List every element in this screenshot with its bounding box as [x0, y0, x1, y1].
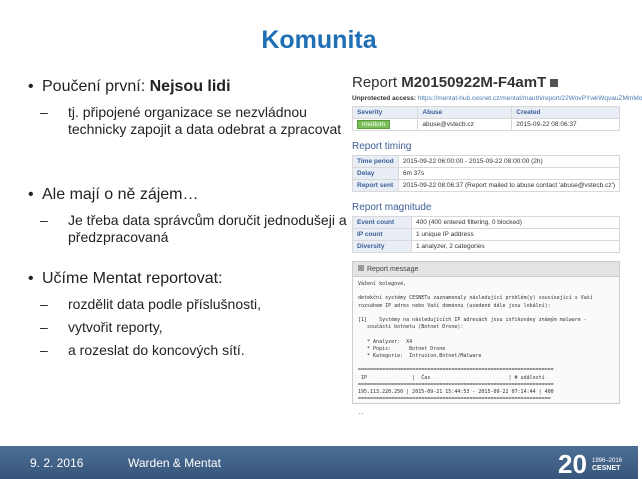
- bullet-3-sub-3-text: a rozeslat do koncových sítí.: [68, 342, 245, 358]
- footer-date: 9. 2. 2016: [30, 456, 84, 470]
- table-row: Report sent 2015-09-22 08:06:37 (Report mailed to abuse contact 'abuse@vstecb.cz'): [353, 180, 620, 192]
- bullet-2-text: Ale mají o ně zájem…: [42, 186, 199, 203]
- report-screenshot: [352, 74, 642, 426]
- column-header: Created: [512, 107, 620, 119]
- bullet-dot: •: [28, 78, 34, 95]
- report-message-header[interactable]: Report message: [353, 262, 619, 277]
- bullet-3: • Učíme Mentat reportovat:: [28, 270, 223, 287]
- logo-cesnet: CESNET: [592, 465, 621, 472]
- collapse-icon: [358, 265, 364, 271]
- table-row: Diversity 1 analyzer, 2 categories: [353, 241, 620, 253]
- magnitude-title: Report magnitude: [352, 202, 432, 213]
- table-row: Time period 2015-09-22 06:00:00 - 2015-09-22 08:00:00 (2h): [353, 156, 620, 168]
- slide-title: Komunita: [261, 26, 377, 54]
- severity-badge: medium: [357, 120, 390, 129]
- bullet-1: [28, 78, 231, 96]
- report-message-body: Vážení kolegové, detekční systémy CESNETu zaznamenaly následující problém(y) související s Vaší rozsahem IP adres nebo Vaší doménou (uvedené dále jsou lokální): [1] Systémy na následujících IP adresách jsou infikovány známým malware - součástí botnetu (Botnet Drone): * Analyzer: X4 * Popis: Botnet Drone * Kategorie: Intrusion.Botnet/Malware ================================================================= IP | Čas | # událostí ================================================================= 195.113.220.250 | 2015-09-21 15:44:53 - 2015-09-22 07:14:44 | 400 ================================================================ --: [358, 281, 593, 417]
- cesnet-20-logo: [558, 449, 626, 477]
- table-row: Event count 400 (400 entered filtering, 0 blocked): [353, 217, 620, 229]
- bullet-2: • Ale mají o ně zájem…: [28, 186, 199, 203]
- bullet-3-text: Učíme Mentat reportovat:: [42, 270, 223, 287]
- unprotected-access: Unprotected access: https://mentat-hub.cesnet.cz/mentat/mauth/report/22WovPYwkWqvauZMmMo: [352, 95, 642, 102]
- timing-table: [352, 155, 620, 192]
- report-title: Report M20150922M-F4amT: [352, 74, 620, 91]
- abuse-cell: abuse@vstecb.cz: [418, 119, 512, 131]
- table-row: IP count 1 unique IP address: [353, 229, 620, 241]
- footer-presentation-name: Warden & Mentat: [128, 456, 221, 470]
- bullet-2-sub-1: – Je třeba data správcům doručit jednodušeji a předzpracovaná: [40, 212, 347, 245]
- bullet-3-sub-3: – a rozeslat do koncových sítí.: [68, 342, 348, 359]
- table-row: Delay 6m 37s: [353, 168, 620, 180]
- report-message-panel: [352, 261, 620, 417]
- column-header: Abuse: [418, 107, 512, 119]
- logo-years: 1996–2016: [592, 458, 623, 464]
- magnitude-table: [352, 216, 620, 253]
- report-summary-table: [352, 106, 620, 131]
- bullet-1-sub-1: – tj. připojené organizace se nezvládnou technicky zapojit a data odebrat a zpracovat: [68, 104, 348, 138]
- report-action-icon[interactable]: [550, 79, 558, 87]
- footer-bar: [0, 446, 638, 479]
- bullet-1-bold: Nejsou lidi: [149, 78, 231, 95]
- created-cell: 2015-09-22 08:06:37: [512, 119, 620, 131]
- bullet-2-sub-1-text: Je třeba data správcům doručit jednodušeji a předzpracovaná: [68, 212, 347, 245]
- report-id: M20150922M-F4amT: [401, 74, 547, 91]
- bullet-3-sub-2: – vytvořit reporty,: [68, 319, 348, 336]
- bullet-3-sub-1: – rozdělit data podle příslušnosti,: [68, 296, 348, 313]
- timing-title: Report timing: [352, 141, 412, 152]
- bullet-1-sub-1-text: tj. připojené organizace se nezvládnou technicky zapojit a data odebrat a zpracovat: [68, 104, 342, 137]
- bullet-1-text: Poučení první:: [42, 78, 150, 95]
- column-header: Severity: [353, 107, 418, 119]
- bullet-3-sub-2-text: vytvořit reporty,: [68, 319, 163, 335]
- bullet-3-sub-1-text: rozdělit data podle příslušnosti,: [68, 296, 261, 312]
- table-row: [353, 119, 620, 131]
- unprotected-access-link[interactable]: https://mentat-hub.cesnet.cz/mentat/mauth/report/22WovPYwkWqvauZMmMo: [417, 95, 642, 102]
- logo-number: 20: [558, 449, 587, 479]
